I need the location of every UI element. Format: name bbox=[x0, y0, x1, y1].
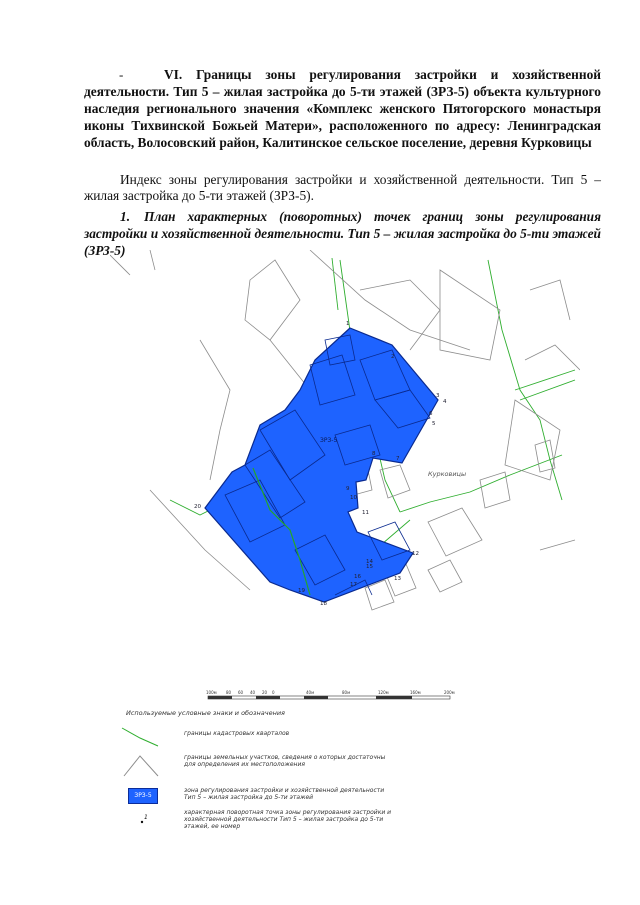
point-7: 7 bbox=[396, 456, 400, 462]
point-14: 14 bbox=[366, 559, 373, 565]
subheading-number: 1. bbox=[120, 209, 131, 224]
scale-label-2: 60 bbox=[238, 690, 244, 695]
scale-label-8: 120м bbox=[378, 690, 389, 695]
scale-label-10: 200м bbox=[444, 690, 455, 695]
scale-label-1: 80 bbox=[226, 690, 232, 695]
heading-dash: - bbox=[119, 67, 124, 82]
point-15: 15 bbox=[366, 564, 373, 570]
point-marker-icon bbox=[118, 808, 164, 834]
point-8: 8 bbox=[372, 451, 376, 457]
point-17: 17 bbox=[350, 582, 357, 588]
scale-bar bbox=[206, 690, 455, 699]
scale-label-3: 40 bbox=[250, 690, 256, 695]
point-4: 4 bbox=[443, 399, 447, 405]
zone-swatch: ЗРЗ-5 bbox=[128, 788, 158, 804]
scale-label-0: 100м bbox=[206, 690, 217, 695]
legend-text-land-plots: границы земельных участков, сведения о которых достаточны для определения их местоположения bbox=[184, 754, 386, 768]
point-9: 9 bbox=[346, 486, 350, 492]
legend-text-cadastral: границы кадастровых кварталов bbox=[184, 730, 290, 737]
gray-line-icon bbox=[118, 752, 164, 778]
legend-text-zone: зона регулирования застройки и хозяйственной деятельности Тип 5 – жилая застройка до 5-ти этажей bbox=[184, 787, 385, 801]
zone-label: ЗРЗ-5 bbox=[320, 437, 338, 444]
point-10: 10 bbox=[350, 495, 357, 501]
point-16: 16 bbox=[354, 574, 361, 580]
legend-title: Используемые условные знаки и обозначения bbox=[126, 709, 285, 717]
point-1: 1 bbox=[346, 321, 350, 327]
scale-label-5: 0 bbox=[272, 690, 275, 695]
point-11: 11 bbox=[362, 510, 369, 516]
zone-polygon bbox=[205, 328, 438, 602]
section-heading: VI. Границы зоны регулирования застройки и хозяйственной деятельности. Тип 5 – жилая застройка до 5-ти этажей (ЗРЗ-5) объекта культурного наследия регионального значения «Комплекс женского Пятогорского монастыря иконы Тихвинской Божьей Матери», расположенного по адресу: Ленинградская область, Волосовский район, Калитинское сельское поселение, деревня Курковицы bbox=[84, 67, 601, 150]
point-13: 13 bbox=[394, 576, 401, 582]
scale-label-6: 40м bbox=[306, 690, 315, 695]
point-18: 18 bbox=[320, 601, 327, 607]
point-3: 3 bbox=[436, 393, 440, 399]
scale-label-9: 160м bbox=[410, 690, 421, 695]
subheading-title: План характерных (поворотных) точек границ зоны регулирования застройки и хозяйственной деятельности. Тип 5 – жилая застройка до 5-ти этажей (ЗРЗ-5) bbox=[84, 209, 601, 258]
scale-label-4: 20 bbox=[262, 690, 268, 695]
point-12: 12 bbox=[412, 551, 419, 557]
point-20: 20 bbox=[194, 504, 201, 510]
scale-label-7: 80м bbox=[342, 690, 351, 695]
point-19: 19 bbox=[298, 588, 305, 594]
point-2: 2 bbox=[391, 354, 395, 360]
point-5: 5 bbox=[432, 421, 436, 427]
zone-map bbox=[110, 250, 580, 705]
zone-index-paragraph: Индекс зоны регулирования застройки и хозяйственной деятельности. Тип 5 – жилая застройка до 5-ти этажей (ЗРЗ-5). bbox=[84, 172, 601, 203]
legend-text-point: характерная поворотная точка зоны регулирования застройки и хозяйственной деятельности Тип 5 – жилая застройка до 5-ти этажей, ее номер bbox=[184, 809, 392, 830]
point-6: 6 bbox=[429, 411, 433, 417]
place-label: Курковицы bbox=[428, 470, 467, 478]
green-line-icon bbox=[118, 724, 164, 750]
legend-marker-number: 1 bbox=[144, 814, 148, 821]
